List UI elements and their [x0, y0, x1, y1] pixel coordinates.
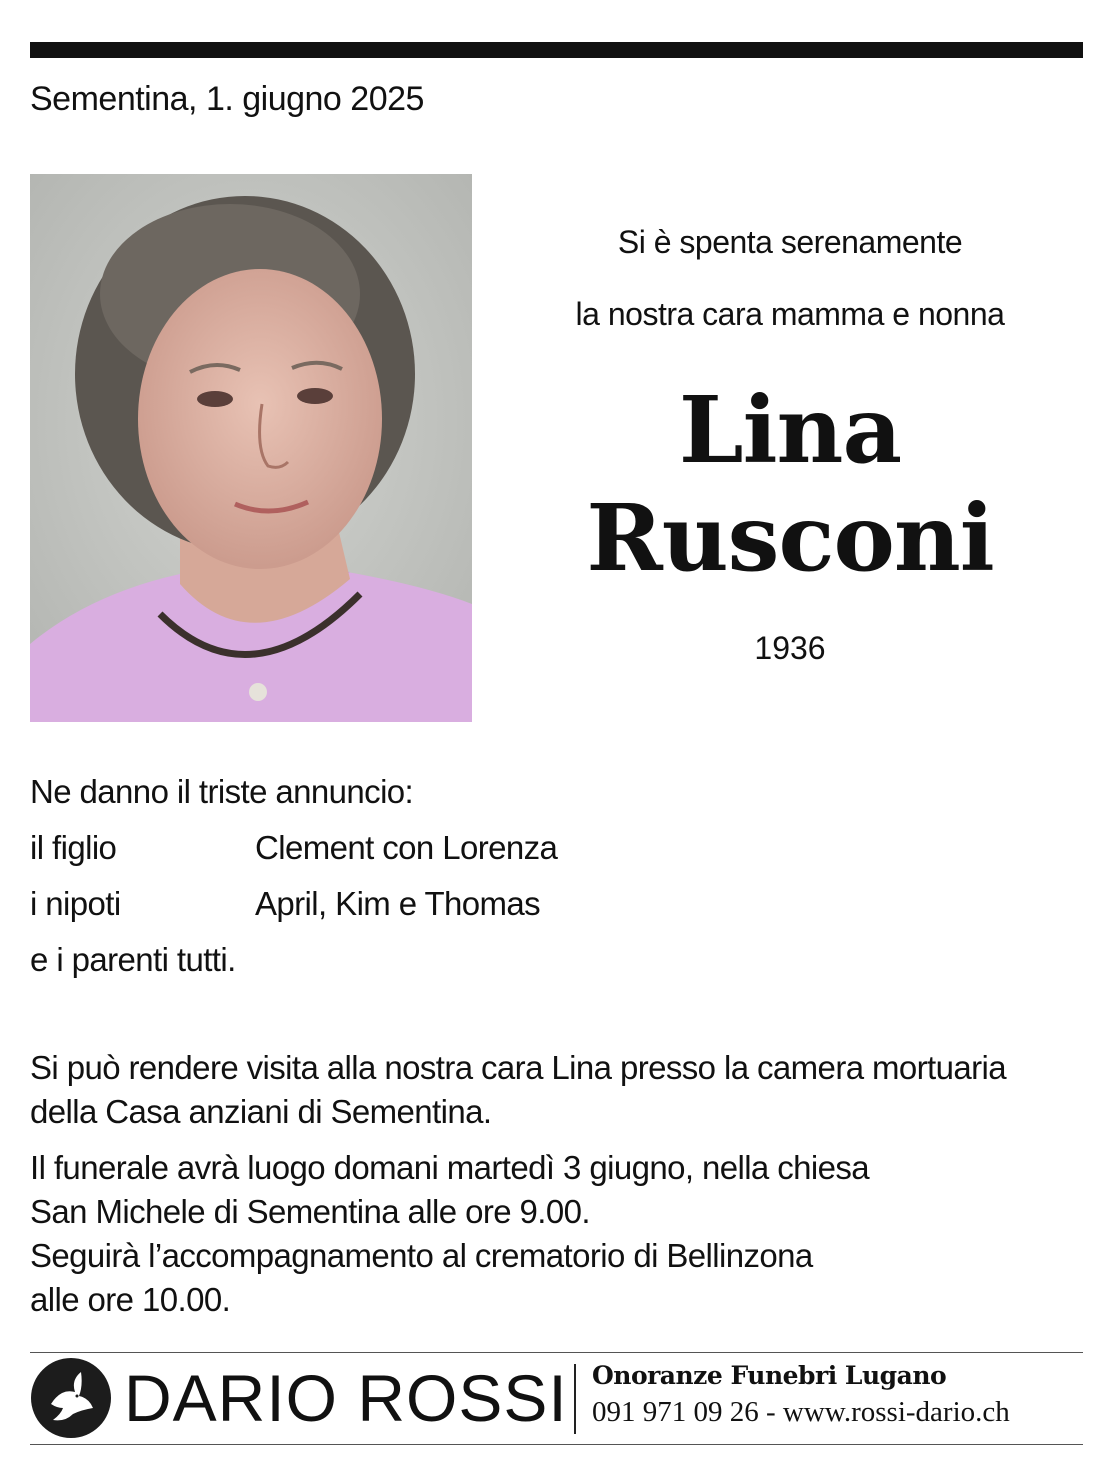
- mourners-closing: e i parenti tutti.: [30, 941, 236, 978]
- portrait-photo: [30, 174, 472, 722]
- intro-line-1: Si è spenta serenamente: [617, 224, 963, 260]
- deceased-last-name: Rusconi: [586, 484, 994, 592]
- intro-line-2: la nostra cara mamma e nonna: [575, 296, 1005, 332]
- service-name: Onoranze Funebri Lugano: [592, 1361, 947, 1390]
- funeral-notice-line: alle ore 10.00.: [30, 1281, 231, 1318]
- top-rule: [30, 42, 1083, 58]
- mourner-names: Clement con Lorenza: [255, 829, 558, 866]
- mourner-relation: il figlio: [30, 829, 117, 866]
- funeral-notice-line: San Michele di Sementina alle ore 9.00.: [30, 1193, 590, 1230]
- brand-name: DARIO ROSSI: [124, 1361, 568, 1435]
- contact-line: 091 971 09 26 - www.rossi-dario.ch: [592, 1396, 1010, 1428]
- visit-notice-line: Si può rendere visita alla nostra cara Lina presso la camera mortuaria: [30, 1049, 1007, 1086]
- mourner-relation: i nipoti: [30, 885, 121, 922]
- footer-bottom-rule: [30, 1444, 1083, 1445]
- mourners-heading: Ne danno il triste annuncio:: [30, 773, 414, 810]
- deceased-first-name: Lina: [678, 376, 902, 484]
- birth-year: 1936: [754, 630, 826, 666]
- footer-separator: [574, 1364, 576, 1434]
- visit-notice-line: della Casa anziani di Sementina.: [30, 1093, 492, 1130]
- footer-top-rule: [30, 1352, 1083, 1353]
- dove-icon: [31, 1358, 111, 1438]
- portrait-illustration: [30, 174, 472, 722]
- dateline: Sementina, 1. giugno 2025: [30, 80, 424, 118]
- funeral-notice-line: Il funerale avrà luogo domani martedì 3 giugno, nella chiesa: [30, 1149, 870, 1186]
- mourner-names: April, Kim e Thomas: [255, 885, 541, 922]
- funeral-notice-line: Seguirà l’accompagnamento al crematorio di Bellinzona: [30, 1237, 813, 1274]
